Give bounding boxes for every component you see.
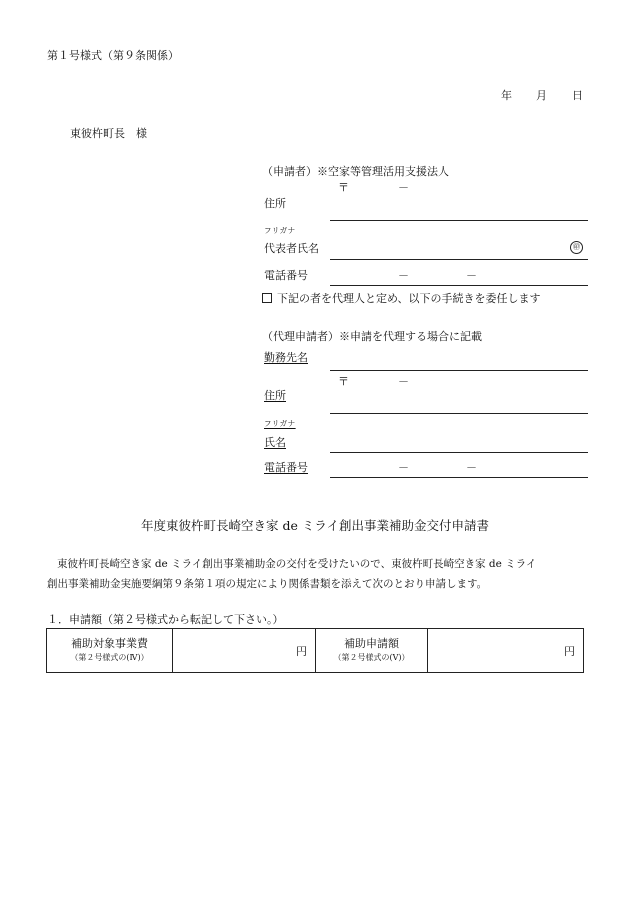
date-year: 年 — [501, 89, 512, 102]
document-title: 年度東彼杵町長崎空き家 de ミライ創出事業補助金交付申請書 — [141, 518, 489, 533]
applicant-postal-mark: 〒 — [338, 181, 349, 194]
applicant-furigana-label: フリガナ — [264, 226, 296, 235]
applicant-address-line[interactable] — [330, 220, 588, 221]
agent-postal-mark: 〒 — [338, 375, 349, 388]
subsidy-request-amount-sub: （第２号様式の(Ⅴ)） — [333, 652, 410, 662]
agent-address-label: 住所 — [264, 389, 286, 402]
subsidy-target-cost-title: 補助対象事業費 — [71, 636, 148, 650]
amount-table — [46, 628, 584, 673]
applicant-phone-line[interactable] — [330, 285, 588, 286]
form-number: 第１号様式（第９条関係） — [47, 49, 179, 62]
date-day: 日 — [572, 89, 583, 102]
agent-name-label: 氏名 — [264, 436, 286, 449]
agent-phone-line[interactable] — [330, 477, 588, 478]
seal-icon: ㊞ — [570, 241, 583, 254]
applicant-name-label: 代表者氏名 — [264, 242, 319, 255]
applicant-address-label: 住所 — [264, 197, 286, 210]
agent-furigana-label: フリガナ — [264, 419, 296, 428]
agent-workplace-line[interactable] — [330, 370, 588, 371]
yen-unit: 円 — [564, 644, 575, 658]
agent-phone-dash-1: － — [398, 461, 409, 474]
delegation-row — [262, 290, 541, 306]
agent-workplace-label: 勤務先名 — [264, 351, 308, 364]
subsidy-target-cost-field[interactable] — [173, 629, 316, 673]
date-month: 月 — [536, 89, 547, 102]
agent-name-line[interactable] — [330, 452, 588, 453]
applicant-phone-dash-2: － — [466, 269, 477, 282]
subsidy-request-amount-title: 補助申請額 — [344, 636, 399, 650]
agent-phone-dash-2: － — [466, 461, 477, 474]
agent-postal-dash: － — [398, 375, 409, 388]
applicant-heading: （申請者）※空家等管理活用支援法人 — [262, 165, 449, 178]
body-line-1: 東彼杵町長崎空き家 de ミライ創出事業補助金の交付を受けたいので、東彼杵町長崎空き家 de ミライ — [57, 558, 537, 570]
applicant-postal-dash: － — [398, 181, 409, 194]
addressee: 東彼杵町長 様 — [70, 127, 147, 140]
delegation-text: 下記の者を代理人と定め、以下の手続きを委任します — [277, 292, 541, 305]
delegation-checkbox[interactable] — [262, 293, 272, 303]
agent-phone-label: 電話番号 — [264, 461, 308, 474]
yen-unit: 円 — [296, 644, 307, 658]
applicant-phone-label: 電話番号 — [264, 269, 308, 282]
subsidy-request-amount-label — [316, 629, 428, 673]
body-line-2: 創出事業補助金実施要綱第９条第１項の規定により関係書類を添えて次のとおり申請します。 — [47, 578, 488, 590]
subsidy-target-cost-sub: （第２号様式の(Ⅳ)） — [70, 652, 149, 662]
agent-address-line[interactable] — [330, 413, 588, 414]
table-row — [47, 629, 584, 673]
subsidy-target-cost-label — [47, 629, 173, 673]
section-1-heading: １．申請額（第２号様式から転記して下さい。） — [47, 613, 284, 626]
subsidy-request-amount-field[interactable] — [428, 629, 584, 673]
agent-heading: （代理申請者）※申請を代理する場合に記載 — [262, 330, 482, 343]
applicant-phone-dash-1: － — [398, 269, 409, 282]
applicant-name-line[interactable] — [330, 259, 588, 260]
